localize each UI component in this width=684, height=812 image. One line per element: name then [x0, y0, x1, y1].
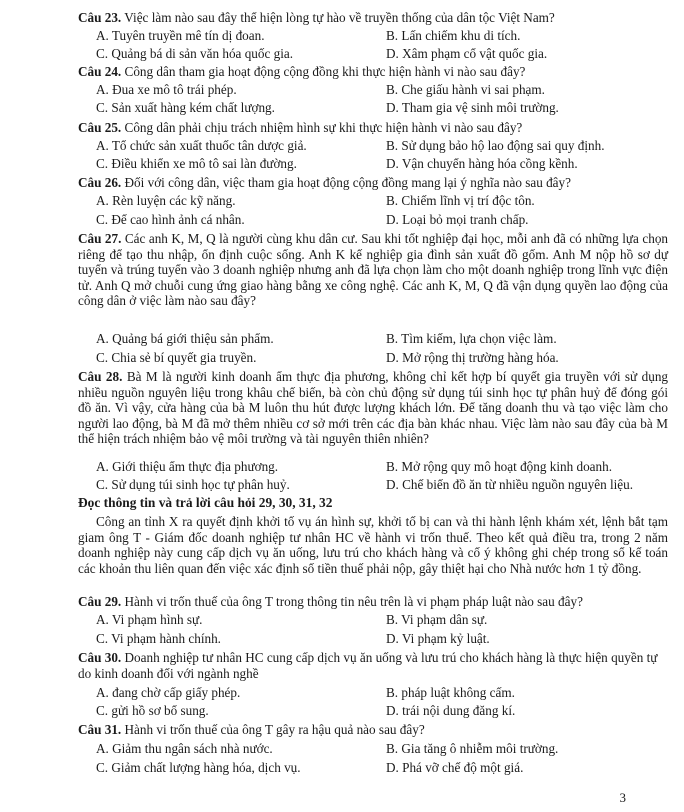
question-label: Câu 30. [78, 650, 122, 665]
question-text: Doanh nghiệp tư nhân HC cung cấp dịch vụ ăn uống và lưu trú cho khách hàng là thực hiện quyền tự do kinh doanh đối với ngành nghề [78, 650, 658, 681]
option-d: D. Phá vỡ chế độ một giá. [386, 760, 524, 775]
section-heading: Đọc thông tin và trả lời câu hỏi 29, 30, 31, 32 [78, 495, 333, 510]
question-25 [78, 120, 668, 136]
option-d: D. Loại bỏ mọi tranh chấp. [386, 212, 529, 227]
option-a: A. đang chờ cấp giấy phép. [96, 685, 241, 700]
option-b: B. Vi phạm dân sự. [386, 612, 488, 627]
question-text: Công dân tham gia hoạt động cộng đồng khi thực hiện hành vi nào sau đây? [124, 64, 526, 79]
option-b: B. Chiếm lĩnh vị trí độc tôn. [386, 193, 535, 208]
page-number: 3 [619, 790, 626, 805]
option-c: C. Chia sẻ bí quyết gia truyền. [96, 350, 257, 365]
option-a: A. Rèn luyện các kỹ năng. [96, 193, 236, 208]
question-28 [78, 369, 668, 447]
option-c: C. Sử dụng túi sinh học tự phân huỷ. [96, 477, 290, 492]
option-b: B. Gia tăng ô nhiễm môi trường. [386, 741, 559, 756]
option-c: C. Giảm chất lượng hàng hóa, dịch vụ. [96, 760, 301, 775]
question-text: Bà M là người kinh doanh ẩm thực địa phương, không chỉ kết hợp bí quyết gia truyền với sử dụng nhiều nguồn nguyên liệu trong khâu chế biến, bà còn chủ động sử dụng túi sinh học tự phân huỷ để đóng gói đồ ăn. Vì vậy, cửa hàng của bà M luôn thu hút được lượng khách lớn. Để tăng doanh thu và tạo việc làm cho người lao động, bà M đã mở thêm nhiều cơ sở mới trên các địa bàn khác nhau. Việc làm nào sau đây của bà M thể hiện trách nhiệm bảo vệ môi trường và tài nguyên thiên nhiên? [78, 369, 669, 447]
question-text: Các anh K, M, Q là người cùng khu dân cư. Sau khi tốt nghiệp đại học, mỗi anh đã có những lựa chọn riêng để tạo thu nhập, ổn định cuộc sống. Anh K kế nghiệp gia đình sản xuất đồ gốm. Anh M nộp hồ sơ dự tuyển và trúng tuyển vào 3 doanh nghiệp nhưng anh đã lựa chọn làm cho một doanh nghiệp trong lĩnh vực điện tử. Anh Q mở chuỗi cung ứng giao hàng bằng xe công nghệ. Các anh K, M, Q đã vận dụng quyền lao động của công dân ở việc làm nào sau đây? [78, 231, 669, 309]
option-d: D. Tham gia vệ sinh môi trường. [386, 100, 559, 115]
option-a: A. Đua xe mô tô trái phép. [96, 82, 237, 97]
option-a: A. Tổ chức sản xuất thuốc tân dược giả. [96, 138, 307, 153]
option-d: D. Mở rộng thị trường hàng hóa. [386, 350, 559, 365]
question-26 [78, 175, 668, 191]
option-c: C. Quảng bá di sản văn hóa quốc gia. [96, 46, 294, 61]
question-label: Câu 25. [78, 120, 122, 135]
option-c: C. Để cao hình ảnh cá nhân. [96, 212, 245, 227]
question-label: Câu 26. [78, 175, 122, 190]
option-d: D. Vận chuyển hàng hóa cồng kềnh. [386, 156, 578, 171]
question-29 [78, 594, 668, 610]
question-31 [78, 722, 668, 738]
option-a: A. Giảm thu ngân sách nhà nước. [96, 741, 273, 756]
question-label: Câu 28. [78, 369, 123, 384]
option-a: A. Tuyên truyền mê tín dị đoan. [96, 28, 265, 43]
question-text: Đối với công dân, việc tham gia hoạt động cộng đồng mang lại ý nghĩa nào sau đây? [124, 175, 571, 190]
option-a: A. Giới thiệu ẩm thực địa phương. [96, 459, 279, 474]
option-c: C. Vi phạm hành chính. [96, 631, 221, 646]
option-b: B. Mở rộng quy mô hoạt động kinh doanh. [386, 459, 613, 474]
option-c: C. Sản xuất hàng kém chất lượng. [96, 100, 275, 115]
question-text: Hành vi trốn thuế của ông T gây ra hậu quả nào sau đây? [124, 722, 425, 737]
option-b: B. Tìm kiếm, lựa chọn việc làm. [386, 331, 557, 346]
option-b: B. pháp luật không cấm. [386, 685, 515, 700]
question-23 [78, 10, 668, 26]
option-b: B. Sử dụng bảo hộ lao động sai quy định. [386, 138, 605, 153]
option-b: B. Lấn chiếm khu di tích. [386, 28, 521, 43]
question-label: Câu 23. [78, 10, 122, 25]
question-label: Câu 29. [78, 594, 122, 609]
option-d: D. trái nội dung đăng kí. [386, 703, 516, 718]
question-text: Hành vi trốn thuế của ông T trong thông tin nêu trên là vi phạm pháp luật nào sau đây? [124, 594, 583, 609]
question-text: Công dân phải chịu trách nhiệm hình sự khi thực hiện hành vi nào sau đây? [124, 120, 523, 135]
question-27 [78, 231, 668, 309]
question-label: Câu 24. [78, 64, 122, 79]
option-c: C. Điều khiển xe mô tô sai làn đường. [96, 156, 297, 171]
question-30 [78, 650, 668, 681]
option-d: D. Xâm phạm cổ vật quốc gia. [386, 46, 548, 61]
option-b: B. Che giấu hành vi sai phạm. [386, 82, 545, 97]
option-d: D. Chế biến đồ ăn từ nhiều nguồn nguyên liệu. [386, 477, 634, 492]
question-label: Câu 27. [78, 231, 122, 246]
option-c: C. gửi hồ sơ bổ sung. [96, 703, 209, 718]
question-text: Việc làm nào sau đây thể hiện lòng tự hào về truyền thống của dân tộc Việt Nam? [124, 10, 555, 25]
option-a: A. Quảng bá giới thiệu sản phẩm. [96, 331, 274, 346]
option-a: A. Vi phạm hình sự. [96, 612, 203, 627]
question-label: Câu 31. [78, 722, 122, 737]
reading-passage: Công an tỉnh X ra quyết định khởi tố vụ án hình sự, khởi tố bị can và thi hành lệnh khám xét, lệnh bắt tạm giam ông T - Giám đốc doanh nghiệp tư nhân HC về hành vi trốn thuế. Theo kết quả điều tra, trong 2 năm doanh nghiệp này cung cấp dịch vụ ăn uống, lưu trú cho khách hàng và cố ý không ghi chép trong sổ kế toán các khoản thu liên quan đến việc xác định số tiền thuế phải nộp, gây thiệt hại cho Nhà nước hơn 1 tỷ đồng. [78, 514, 668, 576]
option-d: D. Vi phạm kỷ luật. [386, 631, 490, 646]
question-24 [78, 64, 668, 80]
